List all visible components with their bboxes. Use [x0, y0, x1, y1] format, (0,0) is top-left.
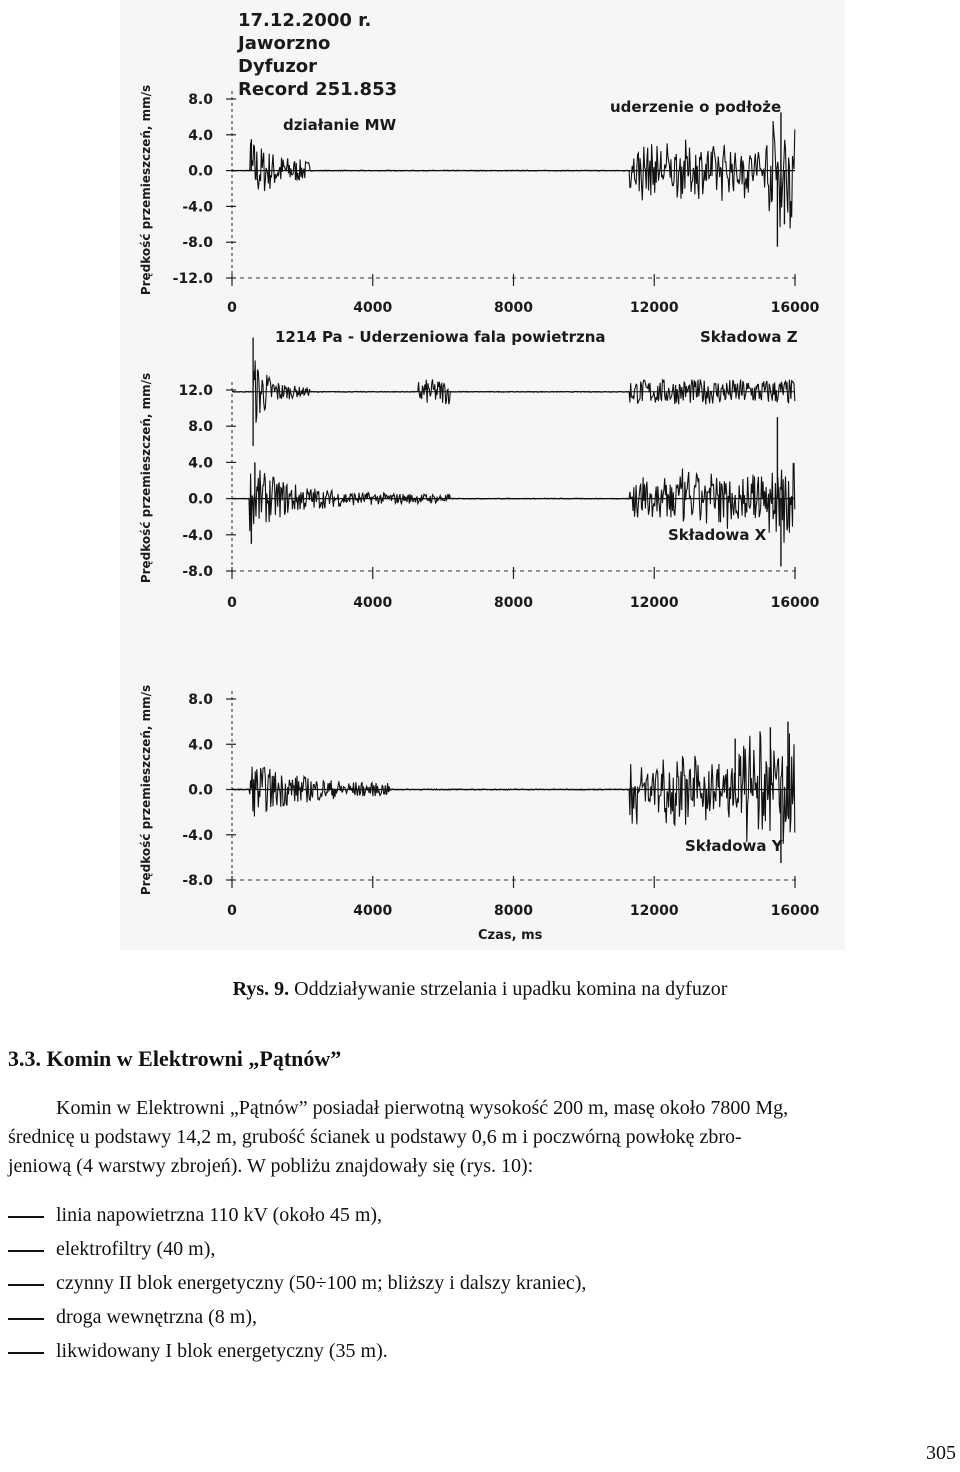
caption-text: Oddziaływanie strzelania i upadku komina na dyfuzor — [294, 978, 728, 1000]
y-tick-label: -8.0 — [182, 235, 213, 252]
page-number: 305 — [926, 1442, 956, 1464]
y-tick-label: 4.0 — [188, 737, 213, 754]
y-tick-label: 8.0 — [188, 692, 213, 708]
section-heading: 3.3. Komin w Elektrowni „Pątnów” — [8, 1046, 342, 1071]
x-axis-label: Czas, ms — [478, 928, 543, 943]
x-tick-label: 16000 — [770, 903, 820, 919]
paragraph-line: jeniową (4 warstwy zbrojeń). W pobliżu znajdowały się (rys. 10): — [8, 1155, 534, 1177]
x-tick-label: 8000 — [494, 903, 533, 919]
y-tick-label: -8.0 — [182, 873, 213, 889]
list-item — [8, 1340, 956, 1374]
blast-annotation: działanie MW — [283, 116, 397, 134]
dash-bullet — [8, 1250, 44, 1252]
list-item-text: elektrofiltry (40 m), — [56, 1238, 216, 1260]
nearby-objects-list — [8, 1204, 956, 1374]
y-axis-label-1: Prędkość przemieszczeń, mm/s — [139, 84, 153, 296]
list-item — [8, 1272, 956, 1306]
y-tick-label: -8.0 — [182, 564, 213, 580]
object-label: Dyfuzor — [238, 56, 318, 77]
x-tick-label: 12000 — [629, 903, 679, 919]
x-tick-label: 16000 — [770, 595, 820, 611]
x-tick-label: 4000 — [353, 300, 393, 316]
x-tick-label: 8000 — [494, 595, 533, 611]
x-tick-label: 12000 — [629, 595, 679, 611]
list-item-text: droga wewnętrzna (8 m), — [56, 1306, 258, 1328]
list-item — [8, 1306, 956, 1340]
airwave-annotation: 1214 Pa - Uderzeniowa fala powietrzna — [275, 328, 606, 346]
x-tick-label: 16000 — [770, 300, 820, 316]
list-item-text: likwidowany I blok energetyczny (35 m). — [56, 1340, 388, 1362]
y-tick-label: 12.0 — [178, 383, 213, 399]
figure-caption — [0, 978, 960, 1001]
x-tick-label: 4000 — [353, 903, 393, 919]
x-tick-label: 0 — [227, 300, 237, 316]
x-tick-label: 0 — [227, 903, 237, 919]
date-label: 17.12.2000 r. — [238, 10, 372, 31]
x-tick-label: 0 — [227, 595, 237, 611]
y-axis-label-2: Prędkość przemieszczeń, mm/s — [139, 372, 153, 584]
y-tick-label: -12.0 — [172, 271, 213, 287]
body-paragraph — [8, 1094, 956, 1181]
component-x-label: Składowa X — [668, 526, 767, 544]
y-tick-label: 4.0 — [188, 127, 213, 144]
impact-annotation: uderzenie o podłoże — [610, 98, 782, 116]
record-label: Record 251.853 — [238, 79, 398, 100]
list-item-text: linia napowietrzna 110 kV (około 45 m), — [56, 1204, 383, 1226]
y-tick-label: 0.0 — [188, 491, 213, 508]
list-item — [8, 1238, 956, 1272]
paragraph-line: Komin w Elektrowni „Pątnów” posiadał pierwotną wysokość 200 m, masę około 7800 Mg, — [56, 1097, 789, 1119]
dash-bullet — [8, 1216, 44, 1218]
list-item — [8, 1204, 956, 1238]
component-y-label: Składowa Y — [685, 837, 783, 855]
x-tick-label: 12000 — [629, 300, 679, 316]
y-tick-label: 0.0 — [188, 782, 213, 799]
y-tick-label: -4.0 — [182, 827, 213, 844]
y-tick-label: -4.0 — [182, 199, 213, 216]
dash-bullet — [8, 1352, 44, 1354]
x-tick-label: 4000 — [353, 595, 393, 611]
y-axis-label-3: Prędkość przemieszczeń, mm/s — [139, 684, 153, 896]
list-item-text: czynny II blok energetyczny (50÷100 m; bliższy i dalszy kraniec), — [56, 1272, 587, 1294]
paragraph-line: średnicę u podstawy 14,2 m, grubość ścianek u podstawy 0,6 m i poczwórną powłokę zbro- — [8, 1126, 742, 1148]
y-tick-label: 4.0 — [188, 455, 213, 472]
caption-label: Rys. 9. — [232, 978, 290, 1000]
dash-bullet — [8, 1318, 44, 1320]
place-label: Jaworzno — [238, 33, 331, 54]
y-tick-label: -4.0 — [182, 527, 213, 544]
component-z-label: Składowa Z — [700, 328, 798, 346]
dash-bullet — [8, 1284, 44, 1286]
y-tick-label: 8.0 — [188, 92, 213, 108]
y-tick-label: 8.0 — [188, 419, 213, 436]
x-tick-label: 8000 — [494, 300, 533, 316]
y-tick-label: 0.0 — [188, 163, 213, 180]
